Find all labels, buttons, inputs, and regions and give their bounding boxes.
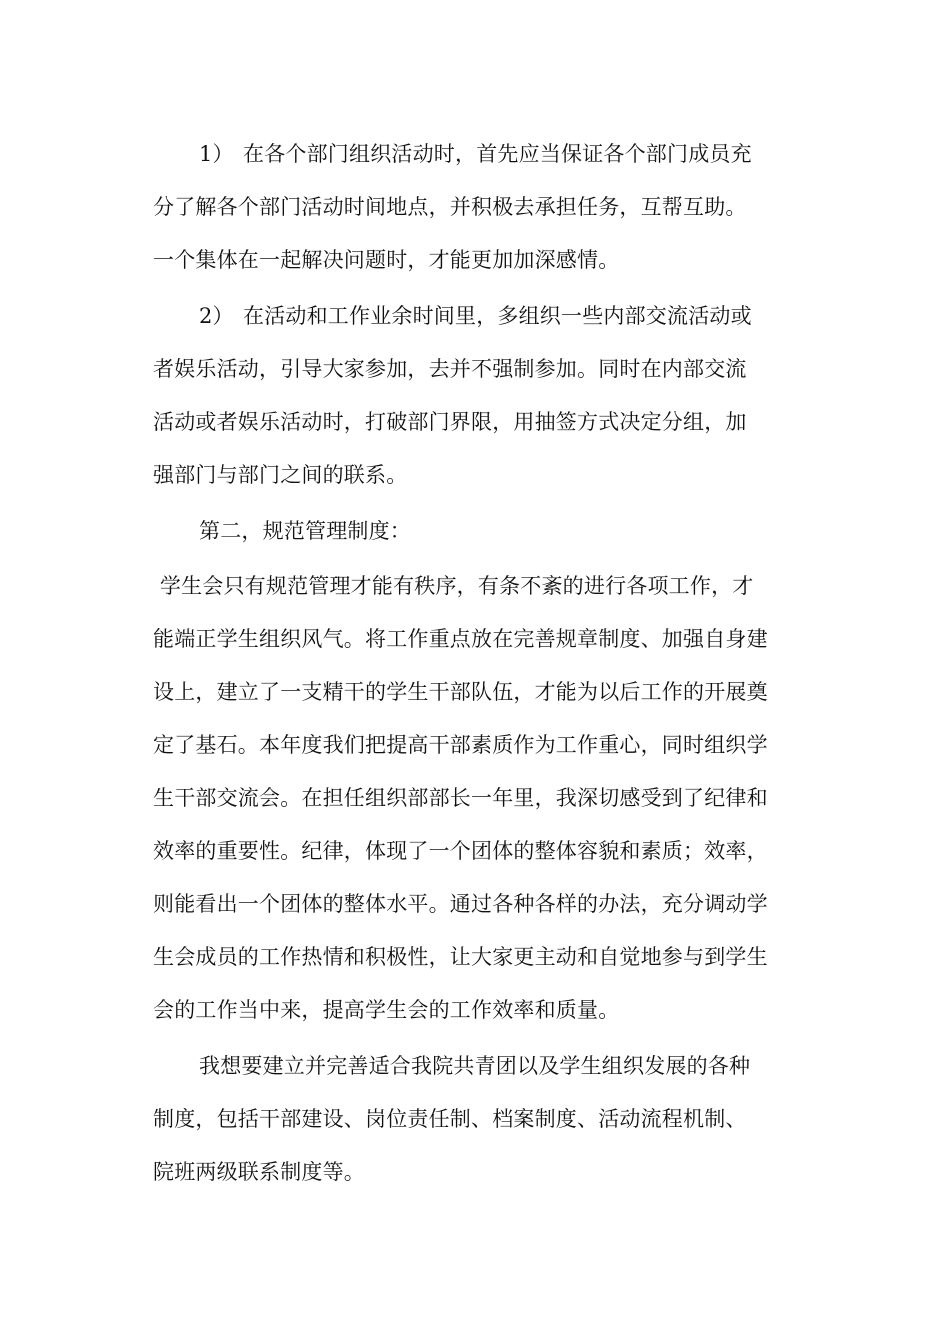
paragraph-line bbox=[153, 290, 798, 343]
paragraph-line bbox=[153, 128, 798, 181]
paragraph-line: 制度，包括干部建设、岗位责任制、档案制度、活动流程机制、 bbox=[153, 1107, 747, 1131]
line-text: 在活动和工作业余时间里，多组织一些内部交流活动或 bbox=[243, 304, 752, 328]
list-marker: 2） bbox=[199, 304, 234, 328]
document-body bbox=[153, 128, 798, 1199]
paragraph-line: 强部门与部门之间的联系。 bbox=[153, 463, 408, 487]
paragraph-line: 分了解各个部门活动时间地点，并积极去承担任务，互帮互助。 bbox=[153, 195, 747, 219]
line-text: 在各个部门组织活动时，首先应当保证各个部门成员充 bbox=[243, 142, 752, 166]
paragraph-line: 定了基石。本年度我们把提高干部素质作为工作重心，同时组织学 bbox=[153, 733, 768, 757]
paragraph-item-1 bbox=[153, 128, 798, 287]
paragraph-line: 学生会只有规范管理才能有秩序，有条不紊的进行各项工作，才 bbox=[153, 574, 754, 598]
paragraph-line bbox=[153, 505, 798, 558]
paragraph-line: 会的工作当中来，提高学生会的工作效率和质量。 bbox=[153, 998, 620, 1022]
paragraph-line: 院班两级联系制度等。 bbox=[153, 1160, 365, 1184]
paragraph-line: 生会成员的工作热情和积极性，让大家更主动和自觉地参与到学生 bbox=[153, 945, 768, 969]
paragraph-line: 能端正学生组织风气。将工作重点放在完善规章制度、加强自身建 bbox=[153, 627, 768, 651]
paragraph-body bbox=[153, 560, 798, 1037]
paragraph-line: 则能看出一个团体的整体水平。通过各种各样的办法，充分调动学 bbox=[153, 892, 768, 916]
paragraph-closing bbox=[153, 1040, 798, 1199]
paragraph-line: 者娱乐活动，引导大家参加，去并不强制参加。同时在内部交流 bbox=[153, 357, 747, 381]
section-heading bbox=[153, 505, 798, 558]
paragraph-line: 活动或者娱乐活动时，打破部门界限，用抽签方式决定分组，加 bbox=[153, 410, 747, 434]
paragraph-line bbox=[153, 1040, 798, 1093]
heading-text: 第二，规范管理制度： bbox=[199, 519, 411, 543]
paragraph-line: 生干部交流会。在担任组织部部长一年里，我深切感受到了纪律和 bbox=[153, 786, 768, 810]
paragraph-line: 一个集体在一起解决问题时，才能更加加深感情。 bbox=[153, 248, 620, 272]
paragraph-line: 设上，建立了一支精干的学生干部队伍，才能为以后工作的开展奠 bbox=[153, 680, 768, 704]
paragraph-item-2 bbox=[153, 290, 798, 502]
line-text: 我想要建立并完善适合我院共青团以及学生组织发展的各种 bbox=[199, 1054, 751, 1078]
paragraph-line: 效率的重要性。纪律，体现了一个团体的整体容貌和素质；效率， bbox=[153, 839, 768, 863]
list-marker: 1） bbox=[199, 142, 234, 166]
